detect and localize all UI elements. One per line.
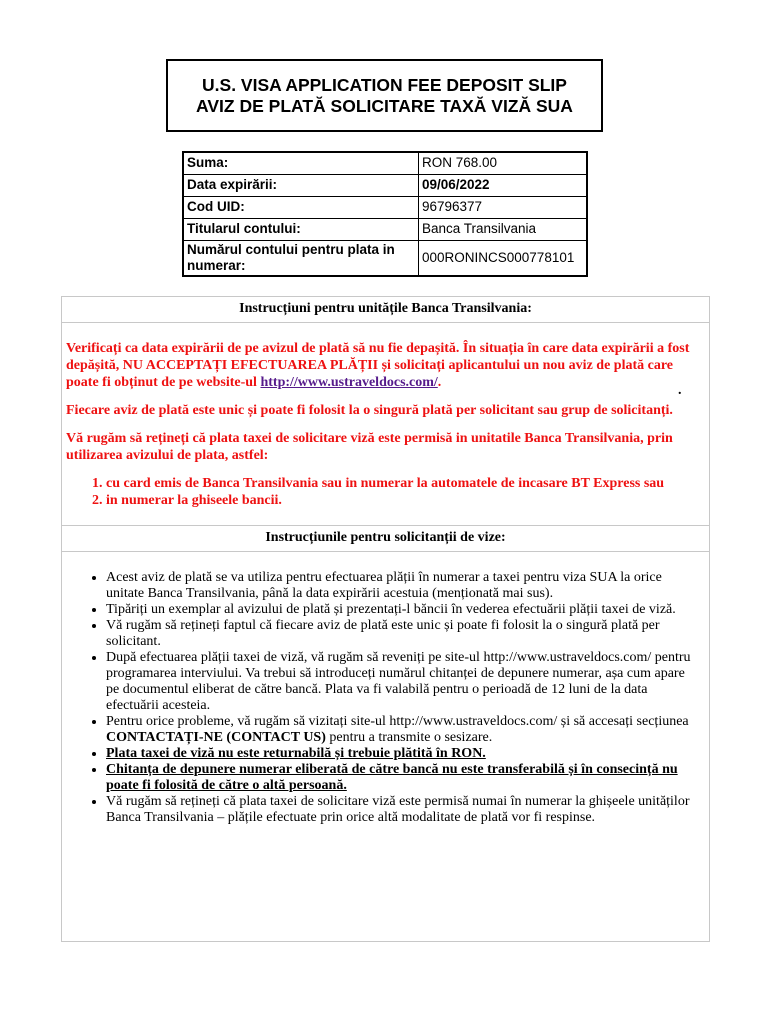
list-item: • Tipăriți un exemplar al avizului de plată și prezentați-l băncii în vederea efectuării plății taxei de viză. bbox=[106, 602, 701, 618]
list-item: 1. cu card emis de Banca Transilvania sau in numerar la automatele de incasare BT Express sau bbox=[106, 475, 701, 492]
contact-text-post: pentru a transmite o sesizare. bbox=[325, 730, 493, 745]
stray-dot: . bbox=[678, 383, 682, 398]
expiry-value: 09/06/2022 bbox=[419, 174, 588, 196]
bank-paragraph-expiry bbox=[66, 340, 701, 391]
bank-instructions bbox=[62, 323, 709, 509]
uid-label: Cod UID: bbox=[183, 196, 419, 218]
expiry-label: Data expirării: bbox=[183, 174, 419, 196]
account-holder-label: Titularul contului: bbox=[183, 218, 419, 240]
table-row bbox=[183, 174, 587, 196]
list-item: • Chitanța de depunere numerar eliberată de către bancă nu este transferabilă și în consecință nu poate fi folosită de către o altă persoană. bbox=[106, 762, 701, 794]
bank-paragraph-expiry-end: . bbox=[437, 375, 442, 390]
bank-paragraph-methods: Vă rugăm să rețineți că plata taxei de solicitare viză este permisă in unitatile Banca Transilvania, prin utilizarea avizului de plata, astfel: bbox=[66, 431, 673, 463]
table-row bbox=[183, 218, 587, 240]
list-item bbox=[106, 714, 701, 746]
list-item: 2. in numerar la ghiseele bancii. bbox=[106, 492, 701, 509]
list-item: • Vă rugăm să rețineți că plata taxei de solicitare viză este permisă numai în numerar la ghișeele unităților Banca Transilvania – plățile efectuate prin orice altă modalitate de plată vor fi respinse. bbox=[106, 794, 701, 826]
ustraveldocs-link[interactable]: http://www.ustraveldocs.com/ bbox=[260, 375, 438, 390]
contact-us-label: CONTACTAȚI-NE (CONTACT US) bbox=[106, 730, 326, 745]
payment-info-table bbox=[182, 151, 588, 277]
bank-methods-list bbox=[66, 475, 701, 509]
account-number-label: Numărul contului pentru plata in numerar: bbox=[183, 240, 419, 276]
amount-label: Suma: bbox=[183, 152, 419, 174]
title-line-romanian: AVIZ DE PLATĂ SOLICITARE TAXĂ VIZĂ SUA bbox=[196, 96, 573, 116]
list-item: • Vă rugăm să rețineți faptul că fiecare aviz de plată este unic și poate fi folosit la o singură plată per solicitant. bbox=[106, 618, 701, 650]
bank-paragraph-expiry-text: Verificați ca data expirării de pe avizul de plată să nu fie depașită. În situația în care data expirării a fost depășită, NU ACCEPTAȚI EFECTUAREA PLĂȚII și solicitați aplicantului un nou aviz de plată care poate fi obținut de pe website-ul bbox=[66, 341, 690, 390]
instructions-box bbox=[61, 296, 710, 942]
bank-paragraph-unique: Fiecare aviz de plată este unic și poate fi folosit la o singură plată per solicitant sau grup de solicitanți. bbox=[66, 403, 673, 418]
account-holder-value: Banca Transilvania bbox=[419, 218, 588, 240]
document-title bbox=[166, 59, 603, 132]
list-item: • Acest aviz de plată se va utiliza pentru efectuarea plății în numerar a taxei pentru viza SUA la orice unitate Banca Transilvania, până la data expirării acestuia (menționată mai sus). bbox=[106, 570, 701, 602]
list-item: • Plata taxei de viză nu este returnabilă și trebuie plătită în RON. bbox=[106, 746, 701, 762]
table-row bbox=[183, 152, 587, 174]
applicant-instructions-heading: Instrucțiunile pentru solicitanții de vize: bbox=[62, 526, 709, 552]
account-number-value: 000RONINCS000778101 bbox=[419, 240, 588, 276]
title-line-english: U.S. VISA APPLICATION FEE DEPOSIT SLIP bbox=[202, 75, 567, 95]
list-item: • După efectuarea plății taxei de viză, vă rugăm să reveniți pe site-ul http://www.ustraveldocs.com/ pentru programarea interviului. Va trebui să introduceți numărul chitanței de depunere numerar, așa cum apare pe documentul eliberat de către bancă. Plata va fi valabilă pentru o perioadă de 12 luni de la data efectuării acesteia. bbox=[106, 650, 701, 714]
applicant-instructions-list bbox=[66, 570, 701, 826]
contact-text-pre: Pentru orice probleme, vă rugăm să vizitați site-ul http://www.ustraveldocs.com/ și să accesați secțiunea bbox=[106, 714, 689, 729]
table-row bbox=[183, 240, 587, 276]
amount-value: RON 768.00 bbox=[419, 152, 588, 174]
table-row bbox=[183, 196, 587, 218]
bank-instructions-heading: Instrucțiuni pentru unitățile Banca Transilvania: bbox=[62, 297, 709, 323]
applicant-instructions bbox=[62, 552, 709, 826]
uid-value: 96796377 bbox=[419, 196, 588, 218]
